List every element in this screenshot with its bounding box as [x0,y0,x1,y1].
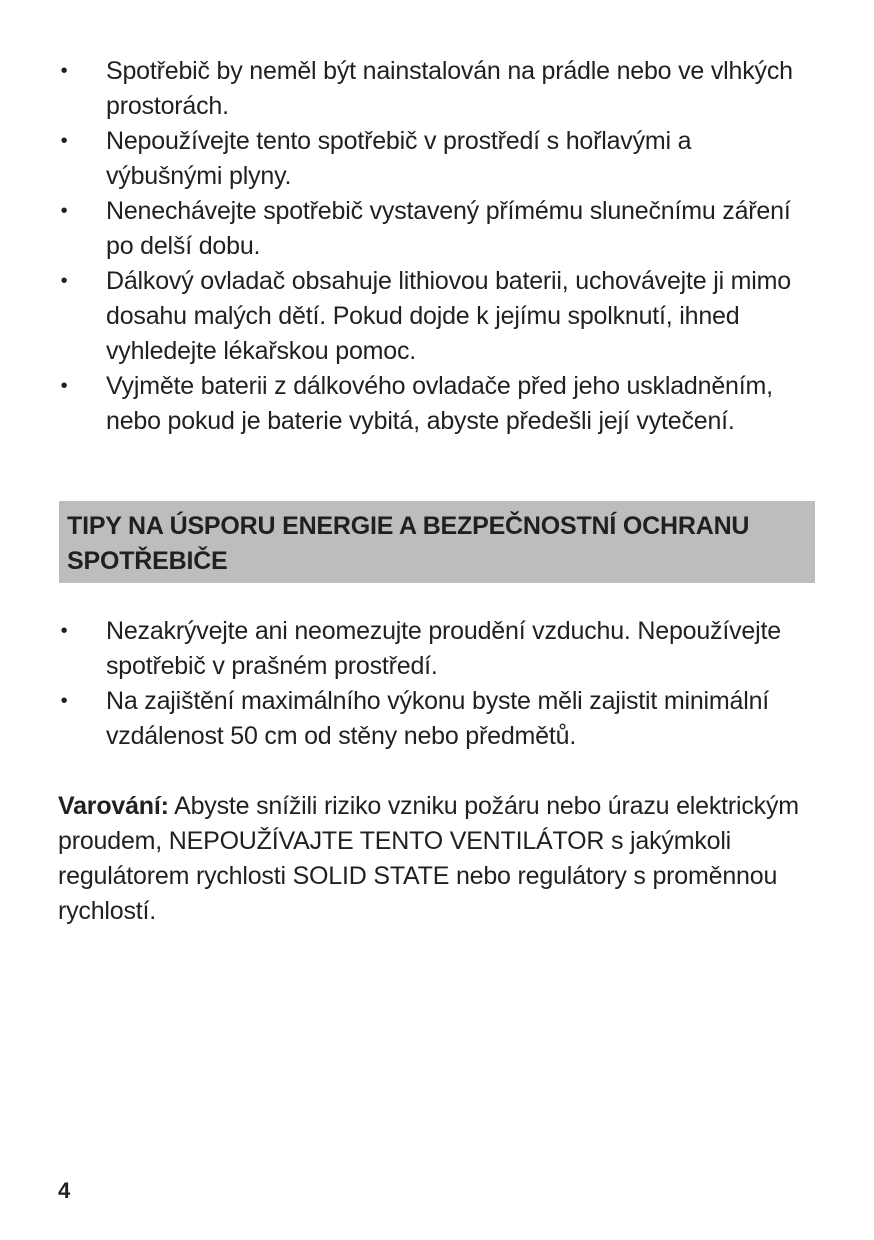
bullet-icon: • [60,620,68,642]
list-item [58,369,798,439]
warning-text: Abyste snížili riziko vzniku požáru nebo úrazu elektrickým proudem, NEPOUŽÍVAJTE TENTO VENTILÁTOR s jakýmkoli regulátorem rychlosti SOLID STATE nebo regulátory s proměnnou rychlostí. [58,792,799,925]
bullet-text: Spotřebič by neměl být nainstalován na prádle nebo ve vlhkých prostorách. [106,57,793,120]
section-heading-box [59,501,815,583]
list-item [58,264,798,369]
bullet-text: Nezakrývejte ani neomezujte proudění vzduchu. Nepoužívejte spotřebič v prašném prostředí. [106,617,781,680]
bullet-text: Dálkový ovladač obsahuje lithiovou baterii, uchovávejte ji mimo dosahu malých dětí. Pokud dojde k jejímu spolknutí, ihned vyhledejte lékařskou pomoc. [106,267,791,365]
bullet-text: Nepoužívejte tento spotřebič v prostředí s hořlavými a výbušnými plyny. [106,127,692,190]
bullet-text: Nenechávejte spotřebič vystavený přímému slunečnímu záření po delší dobu. [106,197,791,260]
bullet-text: Na zajištění maximálního výkonu byste měli zajistit minimální vzdálenost 50 cm od stěny nebo předmětů. [106,687,770,750]
list-item [58,684,798,754]
list-item [58,124,798,194]
bullet-icon: • [60,690,68,712]
list-item [58,54,798,124]
bullet-icon: • [60,200,68,222]
section-heading: TIPY NA ÚSPORU ENERGIE A BEZPEČNOSTNÍ OCHRANU SPOTŘEBIČE [67,512,750,575]
energy-tips-bullet-list [58,614,798,754]
warning-label: Varování: [58,792,169,820]
bullet-icon: • [60,270,68,292]
bullet-icon: • [60,375,68,397]
warning-paragraph [58,789,818,929]
list-item [58,614,798,684]
safety-bullet-list [58,54,798,439]
bullet-icon: • [60,130,68,152]
page-number: 4 [58,1178,71,1203]
list-item [58,194,798,264]
bullet-icon: • [60,60,68,82]
bullet-text: Vyjměte baterii z dálkového ovladače před jeho uskladněním, nebo pokud je baterie vybitá, abyste předešli její vytečení. [106,372,773,435]
